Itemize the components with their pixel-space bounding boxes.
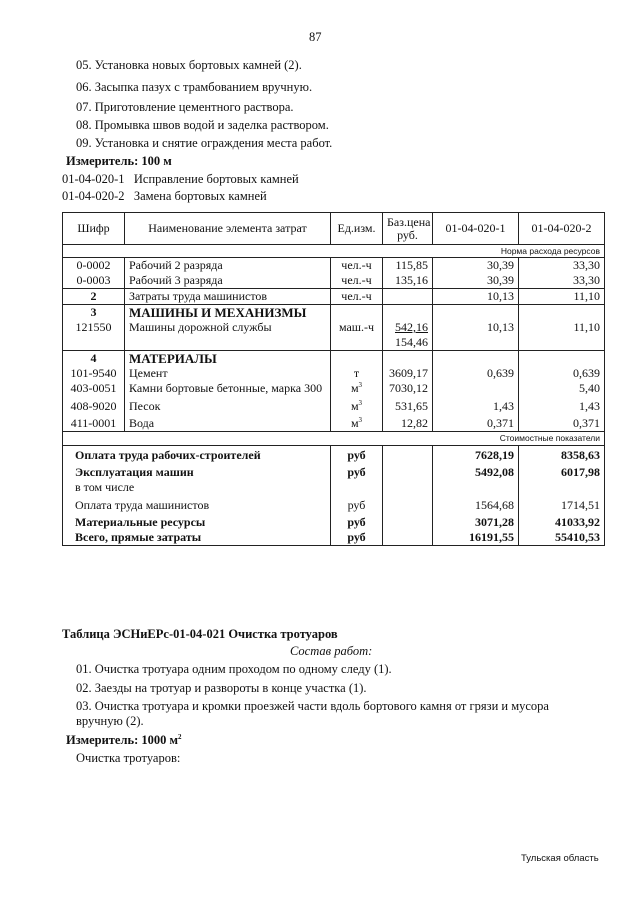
header-price: Баз.цена руб.: [383, 213, 433, 245]
group-name: МАТЕРИАЛЫ: [125, 351, 331, 367]
work-item-06: 06. Засыпка пазух с трамбованием вручную.: [76, 80, 313, 94]
row-unit: чел.-ч: [331, 258, 383, 274]
summary-name: Оплата труда машинистов: [63, 495, 331, 513]
summary-value-2: 41033,92: [519, 513, 605, 530]
row-value-1: 10,13: [433, 320, 519, 351]
group-code: 4: [63, 351, 125, 367]
summary-value-2: 6017,98: [519, 463, 605, 480]
unit-sup: 3: [358, 381, 363, 389]
row-price: 3609,17: [383, 366, 433, 381]
row-price: 135,16: [383, 273, 433, 289]
work-item-b03: 03. Очистка тротуара и кромки проезжей части вдоль бортового камня от грязи и мусора: [76, 699, 549, 713]
row-unit: чел.-ч: [331, 273, 383, 289]
row-code: 2: [63, 289, 125, 305]
row-price: 115,85: [383, 258, 433, 274]
row-price: 531,65: [383, 396, 433, 414]
summary-value-1: 7628,19: [433, 446, 519, 464]
row-unit: маш.-ч: [331, 320, 383, 351]
summary-value-1: 1564,68: [433, 495, 519, 513]
work-item-b03-cont: вручную (2).: [76, 714, 144, 728]
group-row: [63, 351, 605, 367]
row-unit: [331, 396, 383, 414]
row-value-2: 5,40: [519, 381, 605, 396]
table-row: [63, 289, 605, 305]
code-line-2: [62, 189, 267, 204]
norm-label: Норма расхода ресурсов: [63, 245, 605, 258]
row-code: 403-0051: [63, 381, 125, 396]
meter2-sup: 2: [178, 732, 182, 741]
row-value-1: 30,39: [433, 273, 519, 289]
work-item-b02: 02. Заезды на тротуар и развороты в конце участка (1).: [76, 681, 367, 695]
row-price: 12,82: [383, 414, 433, 432]
summary-row: [63, 495, 605, 513]
row-code: 101-9540: [63, 366, 125, 381]
row-name: Рабочий 2 разряда: [125, 258, 331, 274]
row-code: 0-0003: [63, 273, 125, 289]
row-unit: т: [331, 366, 383, 381]
row-unit: [331, 414, 383, 432]
summary-row: [63, 530, 605, 546]
row-value-1: 0,371: [433, 414, 519, 432]
header-code: Шифр: [63, 213, 125, 245]
summary-unit: руб: [331, 463, 383, 480]
norm-label-row: [63, 245, 605, 258]
row-name: Песок: [125, 396, 331, 414]
cost-label: Стоимостные показатели: [63, 432, 605, 446]
table-row: [63, 414, 605, 432]
table-row: [63, 396, 605, 414]
summary-name: Всего, прямые затраты: [63, 530, 331, 546]
meter2-label: [66, 733, 182, 748]
meter-label: Измеритель: 100 м: [66, 154, 172, 168]
row-value-2: 0,639: [519, 366, 605, 381]
row-value-2: 0,371: [519, 414, 605, 432]
summary-value-2: 1714,51: [519, 495, 605, 513]
row-value-2: 33,30: [519, 258, 605, 274]
group-row: [63, 305, 605, 321]
row-price-second: 154,46: [395, 335, 428, 349]
table-row: [63, 366, 605, 381]
unit-text: м: [350, 416, 359, 430]
row-name: Вода: [125, 414, 331, 432]
code-1-name: Исправление бортовых камней: [133, 172, 299, 186]
summary-name: Материальные ресурсы: [63, 513, 331, 530]
summary-value-2: 8358,63: [519, 446, 605, 464]
summary-unit: руб: [331, 495, 383, 513]
table-row: [63, 258, 605, 274]
summary-value-1: 16191,55: [433, 530, 519, 546]
header-col2: 01-04-020-2: [519, 213, 605, 245]
resource-table: [62, 212, 605, 546]
row-code: 121550: [63, 320, 125, 351]
summary-unit: руб: [331, 446, 383, 464]
summary-row: [63, 480, 605, 495]
table-row: [63, 381, 605, 396]
table-row: [63, 320, 605, 351]
row-name: Машины дорожной службы: [125, 320, 331, 351]
row-code: 411-0001: [63, 414, 125, 432]
row-value-2: 11,10: [519, 320, 605, 351]
table-row: [63, 273, 605, 289]
row-value-1: 30,39: [433, 258, 519, 274]
work-item-05: 05. Установка новых бортовых камней (2).: [76, 58, 302, 72]
group-name: МАШИНЫ И МЕХАНИЗМЫ: [125, 305, 331, 321]
row-value-2: 1,43: [519, 396, 605, 414]
row-price: [383, 289, 433, 305]
row-code: 408-9020: [63, 396, 125, 414]
summary-row: [63, 446, 605, 464]
work-item-09: 09. Установка и снятие ограждения места работ.: [76, 136, 333, 150]
code-2-name: Замена бортовых камней: [133, 189, 267, 203]
row-name: Камни бортовые бетонные, марка 300: [125, 381, 331, 396]
summary-row: [63, 513, 605, 530]
page-number: 87: [309, 30, 322, 44]
summary-name: Оплата труда рабочих-строителей: [63, 446, 331, 464]
meter2-text: Измеритель: 1000 м: [66, 733, 179, 747]
code-1: 01-04-020-1: [62, 172, 125, 186]
sidewalk-label: Очистка тротуаров:: [76, 751, 181, 765]
row-price-value: 542,16: [395, 320, 428, 334]
group-code: 3: [63, 305, 125, 321]
row-value-1: [433, 381, 519, 396]
summary-name: Эксплуатация машин: [63, 463, 331, 480]
summary-name: в том числе: [63, 480, 331, 495]
row-name: Рабочий 3 разряда: [125, 273, 331, 289]
composition-label: Состав работ:: [290, 644, 373, 658]
row-value-1: 0,639: [433, 366, 519, 381]
summary-value-1: 3071,28: [433, 513, 519, 530]
row-value-1: 10,13: [433, 289, 519, 305]
row-value-1: 1,43: [433, 396, 519, 414]
row-name: Цемент: [125, 366, 331, 381]
summary-value-2: 55410,53: [519, 530, 605, 546]
row-value-2: 33,30: [519, 273, 605, 289]
work-item-07: 07. Приготовление цементного раствора.: [76, 100, 294, 114]
unit-sup: 3: [358, 416, 363, 424]
footer-region: Тульская область: [521, 853, 599, 864]
summary-unit: руб: [331, 530, 383, 546]
summary-value-1: 5492,08: [433, 463, 519, 480]
unit-text: м: [350, 399, 359, 413]
code-line-1: [62, 172, 299, 187]
summary-unit: руб: [331, 513, 383, 530]
row-code: 0-0002: [63, 258, 125, 274]
work-item-08: 08. Промывка швов водой и заделка раствором.: [76, 118, 329, 132]
header-name: Наименование элемента затрат: [125, 213, 331, 245]
unit-sup: 3: [358, 399, 363, 407]
row-value-2: 11,10: [519, 289, 605, 305]
header-unit: Ед.изм.: [331, 213, 383, 245]
row-price: 7030,12: [383, 381, 433, 396]
unit-text: м: [350, 381, 359, 395]
work-item-b01: 01. Очистка тротуара одним проходом по одному следу (1).: [76, 662, 392, 676]
row-unit: [331, 381, 383, 396]
summary-row: [63, 463, 605, 480]
table2-title: Таблица ЭСНиЕРс-01-04-021 Очистка тротуаров: [62, 627, 338, 641]
header-col1: 01-04-020-1: [433, 213, 519, 245]
row-price: [383, 320, 433, 351]
cost-label-row: [63, 432, 605, 446]
row-unit: чел.-ч: [331, 289, 383, 305]
table-header-row: [63, 213, 605, 245]
code-2: 01-04-020-2: [62, 189, 125, 203]
row-name: Затраты труда машинистов: [125, 289, 331, 305]
